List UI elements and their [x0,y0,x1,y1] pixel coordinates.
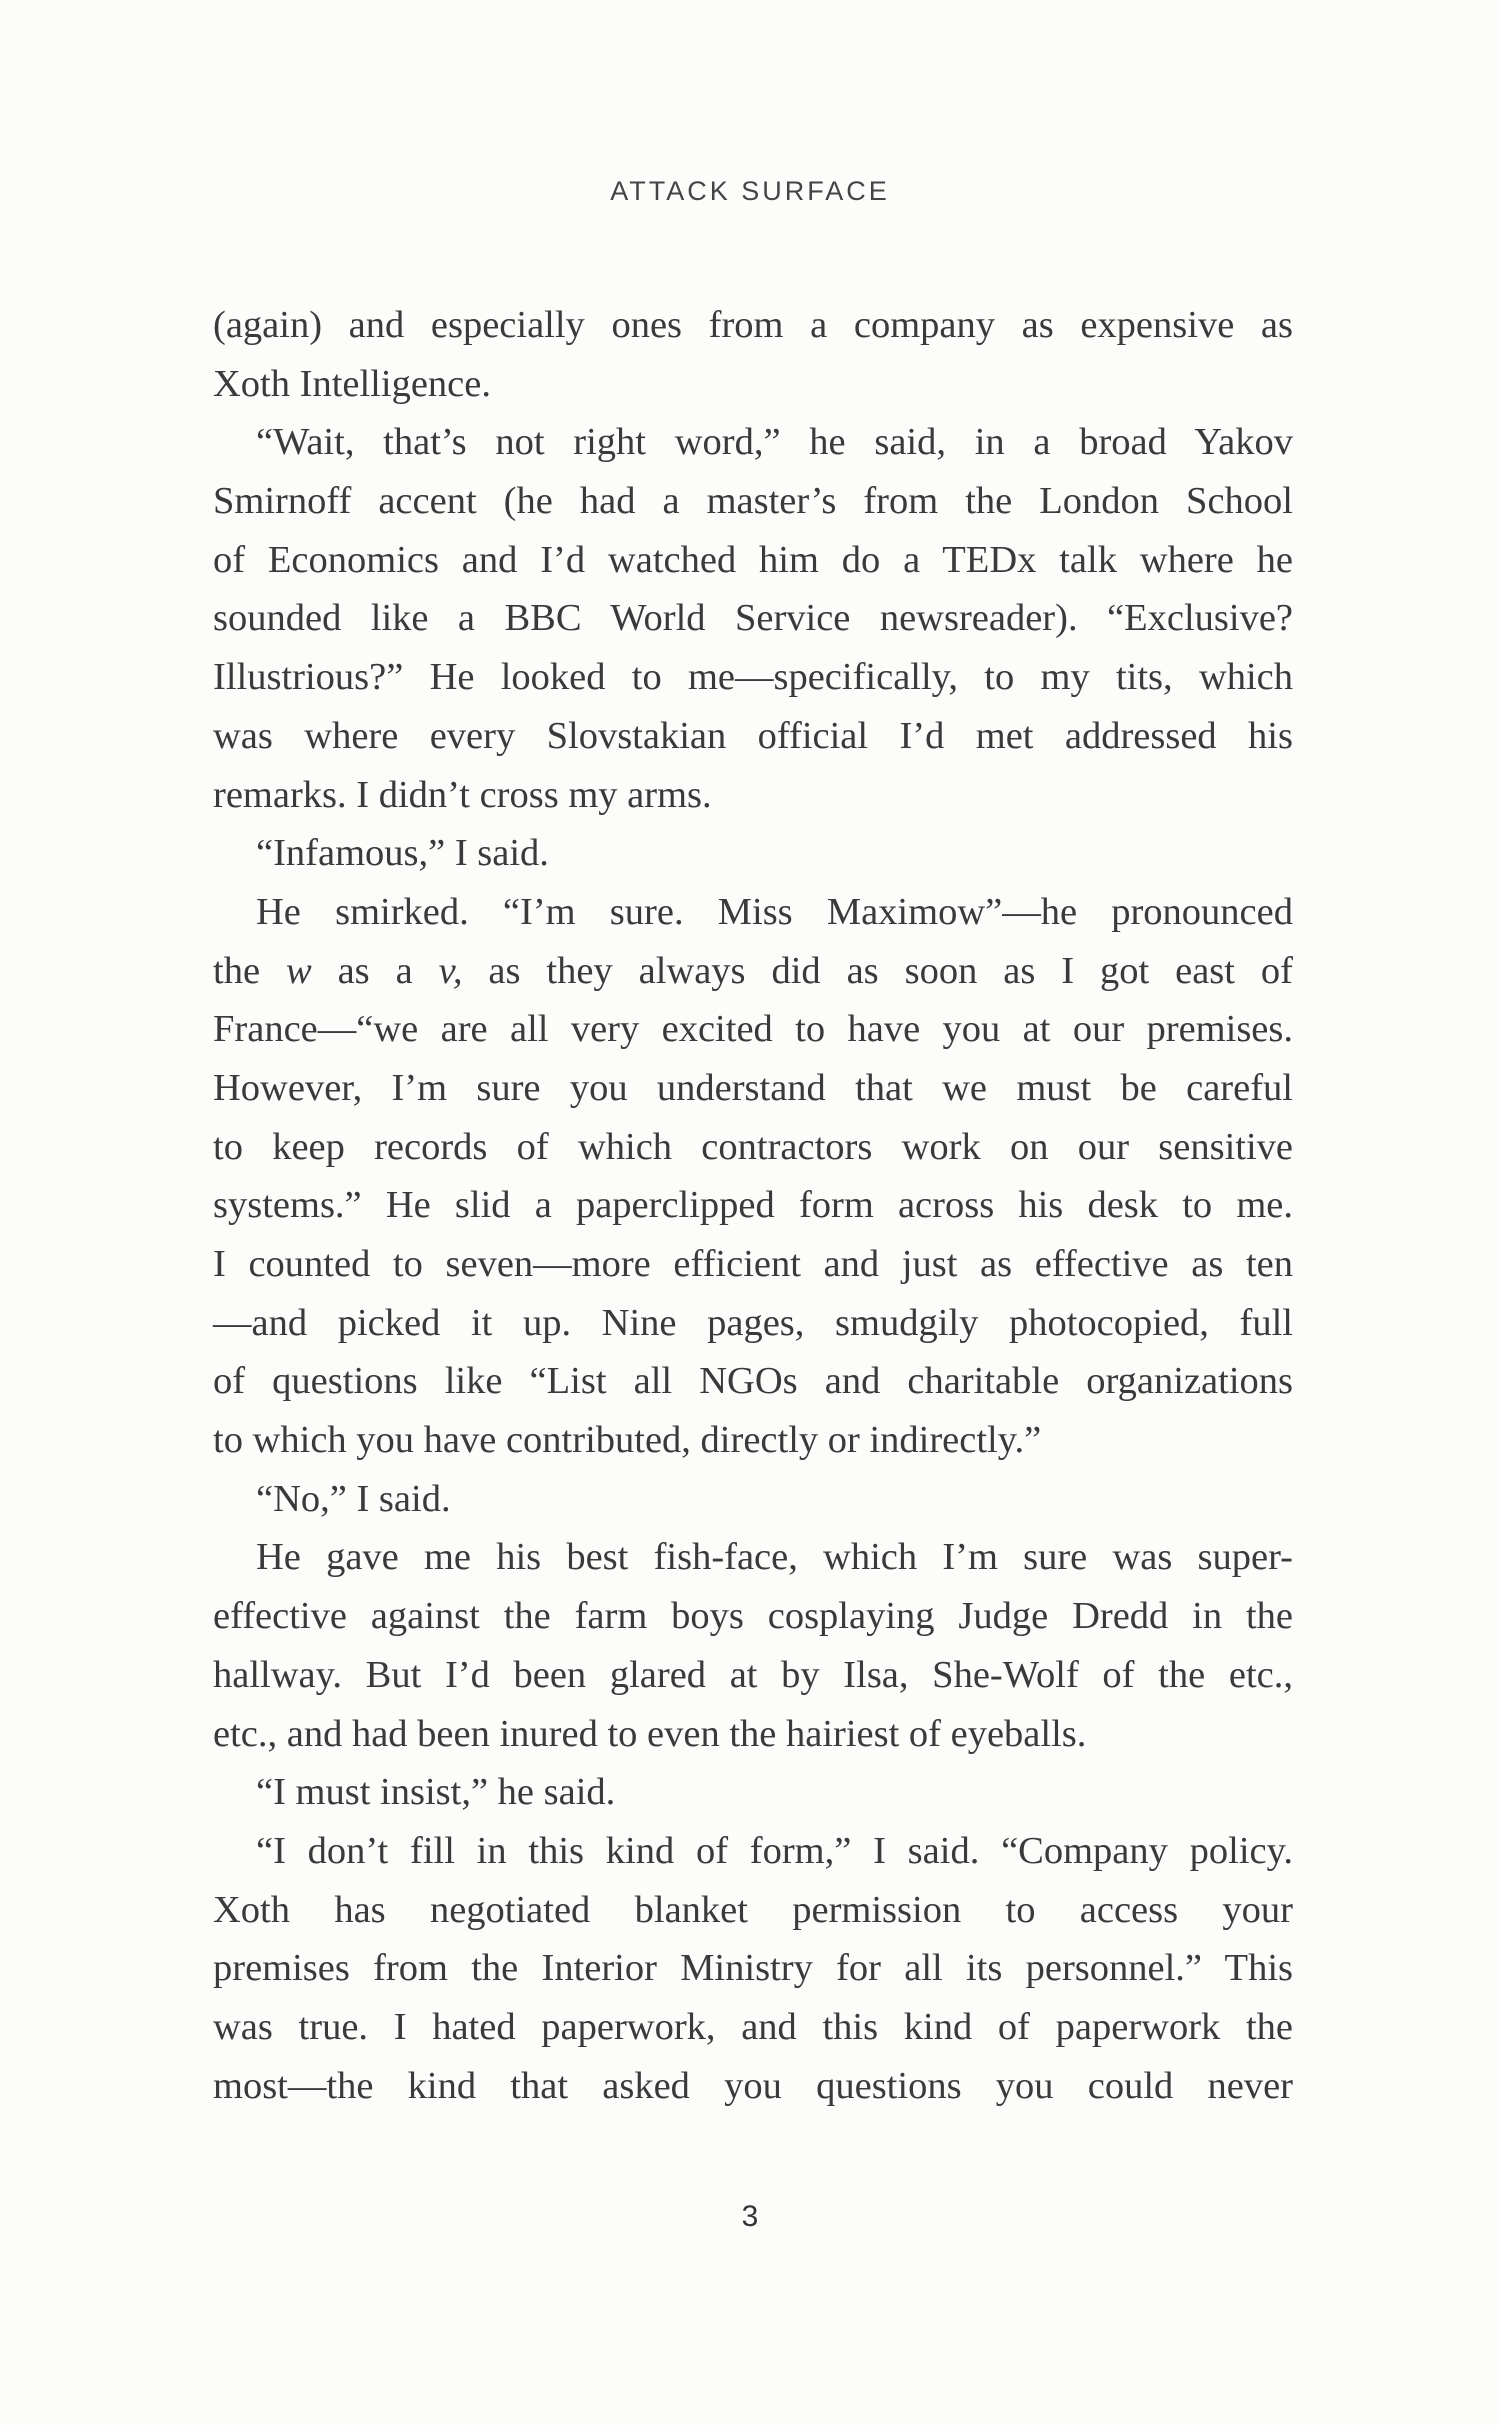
text-line: hallway. But I’d been glared at by Ilsa, She-Wolf of the etc., [213,1653,1293,1696]
text-line: “I don’t fill in this kind of form,” I said. “Company policy. [256,1829,1293,1872]
running-header: ATTACK SURFACE [610,176,890,206]
text-line: of Economics and I’d watched him do a TEDx talk where he [213,538,1293,581]
text-line: He gave me his best fish-face, which I’m sure was super- [256,1536,1293,1579]
text-line: “I must insist,” he said. [256,1771,616,1814]
text-line: effective against the farm boys cosplaying Judge Dredd in the [213,1595,1293,1638]
text-line: “Infamous,” I said. [256,832,549,875]
text-line: Illustrious?” He looked to me—specifically, to my tits, which [213,656,1293,699]
text-line: —and picked it up. Nine pages, smudgily photocopied, full [213,1301,1293,1344]
italic-text: w [285,949,312,992]
text-line: was true. I hated paperwork, and this kind of paperwork the [213,2005,1293,2048]
text-line: etc., and had been inured to even the hairiest of eyeballs. [213,1712,1087,1755]
text-line: However, I’m sure you understand that we must be careful [213,1066,1293,1109]
text-segment: as they always did as soon as I got east of [462,949,1293,992]
text-line: of questions like “List all NGOs and charitable organizations [213,1360,1293,1403]
text-line: (again) and especially ones from a company as expensive as [213,304,1293,346]
text-line: Xoth has negotiated blanket permission to access your [213,1888,1293,1931]
text-line [213,942,1293,1001]
text-line: remarks. I didn’t cross my arms. [213,773,712,816]
page-number: 3 [741,2200,759,2233]
text-line: Smirnoff accent (he had a master’s from the London School [213,480,1293,523]
text-line: Xoth Intelligence. [213,362,491,405]
text-line: He smirked. “I’m sure. Miss Maximow”—he pronounced [256,890,1293,933]
text-line: “No,” I said. [256,1477,451,1520]
text-segment: the [213,949,286,992]
text-line: to which you have contributed, directly or indirectly.” [213,1419,1042,1462]
text-line: to keep records of which contractors work on our sensitive [213,1125,1293,1168]
text-line: systems.” He slid a paperclipped form across his desk to me. [213,1184,1293,1227]
text-segment: as a [311,949,439,992]
text-line: France—“we are all very excited to have you at our premises. [213,1008,1293,1051]
italic-text: v, [438,949,463,992]
text-line: premises from the Interior Ministry for all its personnel.” This [213,1947,1293,1990]
text-line: I counted to seven—more efficient and just as effective as ten [213,1243,1293,1285]
body-text [213,296,1293,2115]
text-line: “Wait, that’s not right word,” he said, in a broad Yakov [256,421,1293,464]
text-line: was where every Slovstakian official I’d met addressed his [213,714,1293,757]
text-line: sounded like a BBC World Service newsreader). “Exclusive? [213,597,1293,640]
text-line: most—the kind that asked you questions you could never [213,2064,1293,2107]
